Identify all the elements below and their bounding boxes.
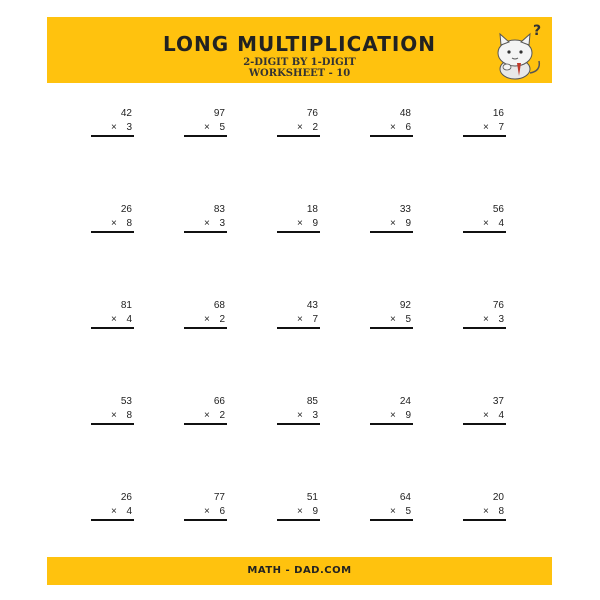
times-sign: × [111,218,117,229]
multiplier: 3 [219,218,225,229]
multiplicand: 81 [120,300,132,311]
multiplication-problem [369,396,413,430]
multiplication-problem [90,204,134,238]
answer-line [277,423,320,425]
question-mark: ? [533,23,542,39]
times-sign: × [297,218,303,229]
answer-line [184,135,227,137]
multiplicand: 26 [120,492,132,503]
answer-line [463,135,506,137]
multiplier: 3 [312,410,318,421]
answer-line [370,231,413,233]
multiplication-problem [276,204,320,238]
answer-line [277,519,320,521]
times-sign: × [204,218,210,229]
multiplier: 5 [219,122,225,133]
times-sign: × [297,410,303,421]
multiplier: 9 [405,218,411,229]
answer-line [463,327,506,329]
times-sign: × [483,506,489,517]
multiplier: 6 [219,506,225,517]
multiplier: 9 [312,506,318,517]
answer-line [370,327,413,329]
multiplication-problem [369,204,413,238]
multiplicand: 77 [213,492,225,503]
page-subtitle: 2-DIGIT BY 1-DIGIT [243,57,356,68]
times-sign: × [483,122,489,133]
multiplier: 5 [405,314,411,325]
multiplier: 2 [312,122,318,133]
multiplicand: 48 [399,108,411,119]
multiplier: 4 [498,218,504,229]
multiplication-problem [462,492,506,526]
answer-line [277,327,320,329]
answer-line [91,231,134,233]
multiplication-problem [462,300,506,334]
times-sign: × [204,506,210,517]
times-sign: × [390,218,396,229]
times-sign: × [483,314,489,325]
multiplicand: 76 [492,300,504,311]
times-sign: × [297,506,303,517]
multiplication-problem [276,492,320,526]
multiplication-problem [183,396,227,430]
times-sign: × [390,314,396,325]
multiplier: 4 [498,410,504,421]
times-sign: × [204,122,210,133]
multiplier: 7 [312,314,318,325]
answer-line [463,423,506,425]
multiplicand: 20 [492,492,504,503]
multiplication-problem [276,108,320,142]
multiplier: 3 [498,314,504,325]
times-sign: × [390,410,396,421]
multiplication-problem [462,108,506,142]
multiplication-problem [276,300,320,334]
multiplicand: 26 [120,204,132,215]
multiplication-problem [183,492,227,526]
multiplier: 6 [405,122,411,133]
multiplication-problem [90,300,134,334]
multiplication-problem [183,204,227,238]
page-title: LONG MULTIPLICATION [162,32,437,56]
multiplication-problem [183,108,227,142]
multiplier: 4 [126,314,132,325]
multiplier: 2 [219,410,225,421]
answer-line [91,327,134,329]
multiplicand: 51 [306,492,318,503]
times-sign: × [204,314,210,325]
answer-line [277,135,320,137]
times-sign: × [111,122,117,133]
cat-thinking-icon [487,21,549,81]
multiplier: 2 [219,314,225,325]
multiplicand: 66 [213,396,225,407]
answer-line [184,231,227,233]
times-sign: × [297,122,303,133]
multiplicand: 53 [120,396,132,407]
times-sign: × [390,506,396,517]
answer-line [463,231,506,233]
footer-site: MATH - DAD.COM [247,565,352,576]
times-sign: × [204,410,210,421]
answer-line [184,519,227,521]
multiplicand: 56 [492,204,504,215]
multiplicand: 83 [213,204,225,215]
answer-line [91,519,134,521]
answer-line [277,231,320,233]
multiplication-problem [369,108,413,142]
multiplicand: 18 [306,204,318,215]
times-sign: × [390,122,396,133]
multiplication-problem [90,492,134,526]
multiplier: 3 [126,122,132,133]
answer-line [184,327,227,329]
multiplicand: 97 [213,108,225,119]
multiplicand: 16 [492,108,504,119]
multiplicand: 68 [213,300,225,311]
multiplicand: 43 [306,300,318,311]
multiplication-problem [90,108,134,142]
multiplicand: 37 [492,396,504,407]
multiplier: 9 [312,218,318,229]
multiplier: 8 [126,218,132,229]
multiplication-problem [462,396,506,430]
multiplier: 8 [126,410,132,421]
multiplicand: 76 [306,108,318,119]
header-banner [47,17,552,83]
multiplicand: 42 [120,108,132,119]
multiplicand: 92 [399,300,411,311]
multiplicand: 24 [399,396,411,407]
multiplication-problem [276,396,320,430]
answer-line [370,135,413,137]
answer-line [370,423,413,425]
multiplication-problem [90,396,134,430]
multiplier: 5 [405,506,411,517]
multiplication-problem [183,300,227,334]
times-sign: × [483,410,489,421]
multiplication-problem [369,300,413,334]
multiplier: 4 [126,506,132,517]
multiplication-problem [369,492,413,526]
answer-line [184,423,227,425]
times-sign: × [111,410,117,421]
answer-line [463,519,506,521]
answer-line [91,423,134,425]
multiplier: 7 [498,122,504,133]
multiplication-problem [462,204,506,238]
multiplicand: 33 [399,204,411,215]
times-sign: × [111,506,117,517]
times-sign: × [483,218,489,229]
worksheet-number: WORKSHEET - 10 [248,68,351,79]
times-sign: × [111,314,117,325]
multiplicand: 64 [399,492,411,503]
multiplier: 8 [498,506,504,517]
footer-banner [47,557,552,585]
answer-line [370,519,413,521]
answer-line [91,135,134,137]
multiplicand: 85 [306,396,318,407]
times-sign: × [297,314,303,325]
multiplier: 9 [405,410,411,421]
